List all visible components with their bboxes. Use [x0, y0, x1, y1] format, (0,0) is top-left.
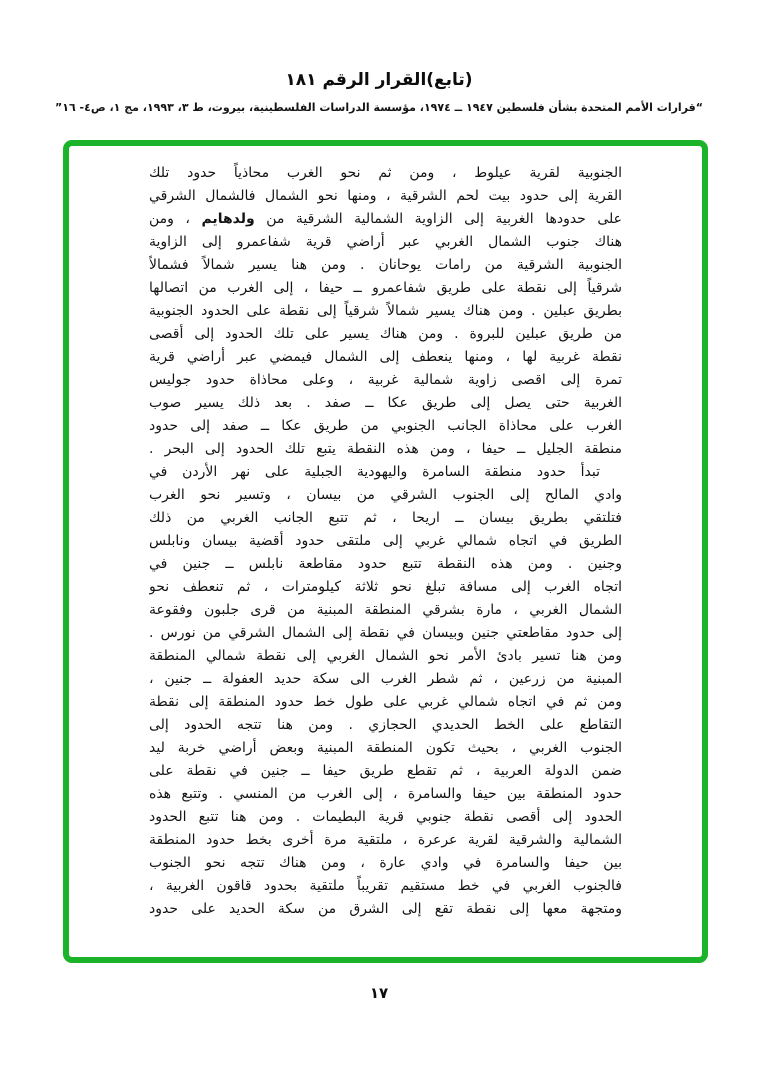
text-line: بين حيفا والسامرة في وادي عارة ، ومن هناك تتجه نحو الجنوب: [149, 855, 622, 871]
text-line: حدود المنطقة بين حيفا والسامرة ، إلى الغرب من المنسي . وتتبع هذه: [149, 786, 622, 802]
text-line: الشمال الغربي ، مارة بشرقي المنطقة المبنية من قرى جلبون وفقوعة: [149, 602, 622, 618]
text-line: الطريق في اتجاه شمالي غربي إلى ملتقى حدود أقضية بيسان ونابلس: [149, 533, 622, 549]
text-line: القرية إلى حدود بيت لحم الشرقية ، ومنها نحو الشمال فالشمال الشرقي: [149, 188, 622, 204]
text-line: فالجنوب الغربي في خط مستقيم تقريباً ملتقية بحدود قاقون الغربية ،: [149, 878, 622, 894]
text-line: الغربية حتى يصل إلى طريق عكا ــ صفد . بعد ذلك يسير صوب: [149, 395, 622, 411]
bold-place-name: ولدهايم: [201, 211, 255, 227]
text-line: الغرب على محاذاة الجانب الجنوبي من طريق عكا ــ صفد إلى حدود: [149, 418, 622, 434]
page-number: ١٧: [369, 984, 389, 1002]
text-line: تمرة إلى اقصى زاوية شمالية غربية ، وعلى محاذاة حدود جوليس: [149, 372, 622, 388]
paragraph: [149, 162, 622, 461]
text-line: الجنوبية لقرية عيلوط ، ومن ثم نحو الغرب محاذياً حدود تلك: [149, 165, 622, 181]
text-line: نقطة غربية لها ، ومنها ينعطف إلى الشمال فيمضي عبر أراضي قرية: [149, 349, 622, 365]
source-citation: “قرارات الأمم المتحدة بشأن فلسطين ١٩٤٧ ــ ١٩٧٤، مؤسسة الدراسات الفلسطينية، بيروت، ط ٣، ١٩٩٣، مج ١، ص٤- ١٦”: [55, 101, 703, 114]
resolution-body: [69, 146, 702, 957]
text-line: بطريق عبلين . ومن هناك يسير شمالاً شرقياً إلى نقطة على الحدود الجنوبية: [149, 303, 622, 319]
text-line: ومن ثم في اتجاه شمالي غربي على طول خط حدود المنطقة إلى نقطة: [149, 694, 622, 710]
text-line: الجنوب الغربي ، بحيث تكون المنطقة المبنية وبعض أراضي خربة ليد: [149, 740, 622, 756]
text-line: شرقياً إلى نقطة على طريق شفاعمرو ــ حيفا ، إلى الغرب من اتصالها: [149, 280, 622, 296]
text-line: الشمالية والشرقية لقرية عرعرة ، ملتقية مرة أخرى بخط حدود المنطقة: [149, 832, 622, 848]
text-line: التقاطع على الخط الحديدي الحجازي . ومن هنا تتجه الحدود إلى: [149, 717, 622, 733]
text-line: وادي المالح إلى الجنوب الشرقي من بيسان ، وتسير نحو الغرب: [149, 487, 622, 503]
text-line: إلى حدود مقاطعتي جنين وبيسان في نقطة إلى الشمال الشرقي من نورس .: [149, 625, 622, 641]
text-line: ومن هنا تسير بادئ الأمر نحو الشمال الغربي إلى نقطة شمالي المنطقة: [149, 648, 622, 664]
text-line: منطقة الجليل ــ حيفا ، ومن هذه النقطة يتبع تلك الحدود إلى البحر .: [149, 441, 622, 457]
text-line: ومتجهة معها إلى نقطة تقع إلى الشرق من سكة الحديد على حدود: [149, 901, 622, 917]
text-line: الجنوبية الشرقية من رامات يوحانان . ومن هنا يسير شمالاً فشمالاً: [149, 257, 622, 273]
text-line: على حدودها الغربية إلى الزاوية الشمالية الشرقية من ولدهايم ، ومن: [149, 211, 622, 227]
text-line: اتجاه الغرب إلى مسافة تبلغ نحو ثلاثة كيلومترات ، ثم تنعطف نحو: [149, 579, 622, 595]
paragraph: [149, 461, 622, 921]
text-line: الحدود إلى أقصى نقطة جنوبي قرية البطيمات . ومن هنا تتبع الحدود: [149, 809, 622, 825]
text-line: هناك جنوب الشمال الغربي عبر أراضي قرية شفاعمرو إلى الزاوية: [149, 234, 622, 250]
text-line: تبدأ حدود منطقة السامرة واليهودية الجبلية على نهر الأردن في: [149, 464, 600, 480]
page-title: (تابع)القرار الرقم ١٨١: [285, 70, 473, 90]
text-line: المبنية من زرعين ، ثم شطر الغرب الى سكة حديد العفولة ــ جنين ،: [149, 671, 622, 687]
text-line: وجنين . ومن هذه النقطة تتبع حدود مقاطعة نابلس ــ جنين في: [149, 556, 622, 572]
green-border-frame: [63, 140, 708, 963]
text-line: من طريق عبلين للبروة . ومن هناك يسير على تلك الحدود إلى أقصى: [149, 326, 622, 342]
text-line: فتلتقي بطريق بيسان ــ اريحا ، ثم تتبع الجانب الغربي من ذلك: [149, 510, 622, 526]
text-line: ضمن الدولة العربية ، ثم تقطع طريق حيفا ــ جنين في نقطة على: [149, 763, 622, 779]
